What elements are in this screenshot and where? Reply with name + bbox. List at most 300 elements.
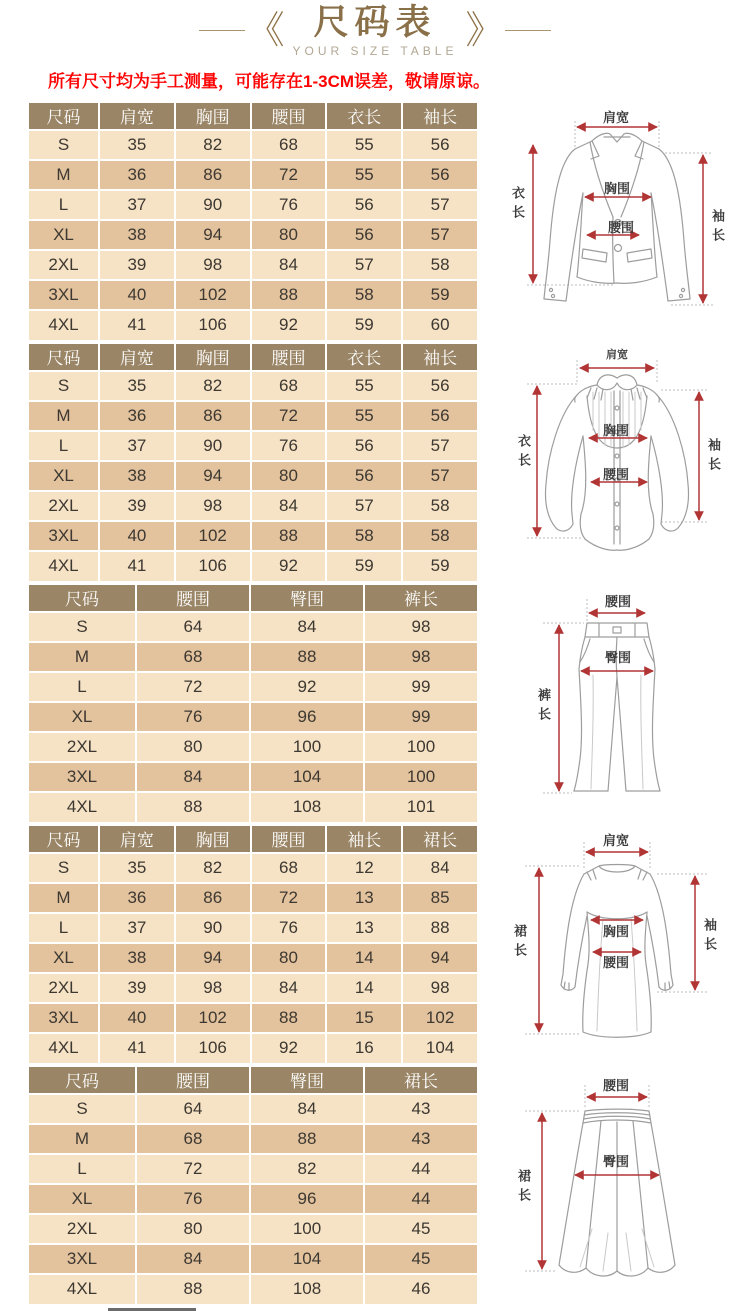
column-header: 胸围: [175, 825, 251, 853]
table-header-row: [28, 1066, 478, 1094]
measurement-cell: 80: [136, 1214, 250, 1244]
garment-length-label: 衣长: [516, 433, 531, 472]
measurement-cell: 104: [250, 1244, 364, 1274]
measurement-cell: 40: [99, 280, 175, 310]
measurement-cell: 86: [175, 401, 251, 431]
measurement-cell: 108: [250, 1274, 364, 1304]
size-table-dress: [27, 824, 479, 1065]
column-header: 衣长: [326, 343, 402, 371]
skirt-figure: [487, 1065, 749, 1306]
table-header-row: [28, 343, 478, 371]
measurement-cell: 76: [251, 431, 327, 461]
table-row: [28, 371, 478, 401]
size-cell: L: [28, 672, 136, 702]
measurement-cell: 14: [326, 943, 402, 973]
size-table-skirt: [27, 1065, 479, 1306]
measurement-cell: 59: [326, 310, 402, 340]
size-cell: M: [28, 883, 99, 913]
measurement-cell: 84: [250, 1094, 364, 1124]
measurement-cell: 80: [251, 943, 327, 973]
ornament-line-right: [505, 30, 551, 31]
pants-length-label: 裤长: [536, 687, 551, 726]
measurement-cell: 100: [364, 762, 478, 792]
title-band: [0, 0, 750, 58]
measurement-cell: 58: [402, 491, 478, 521]
measurement-cell: 68: [136, 1124, 250, 1154]
garment-outline: [559, 1109, 675, 1276]
measurement-arrows: [537, 368, 699, 536]
measurement-cell: 92: [251, 551, 327, 581]
measurement-cell: 37: [99, 431, 175, 461]
table-header-row: [28, 102, 478, 130]
measurement-cell: 100: [250, 732, 364, 762]
table-row: [28, 521, 478, 551]
size-cell: L: [28, 1154, 136, 1184]
column-header: 肩宽: [99, 102, 175, 130]
measurement-cell: 40: [99, 521, 175, 551]
table-row: [28, 280, 478, 310]
measurement-cell: 56: [402, 401, 478, 431]
shoulder-width-label: 肩宽: [606, 348, 628, 361]
table-row: [28, 973, 478, 1003]
table-row: [28, 190, 478, 220]
measurement-cell: 72: [251, 160, 327, 190]
size-cell: 2XL: [28, 1214, 136, 1244]
measurement-cell: 56: [326, 190, 402, 220]
table-header-row: [28, 584, 478, 612]
measurement-cell: 80: [251, 461, 327, 491]
table-row: [28, 762, 478, 792]
measurement-cell: 35: [99, 130, 175, 160]
bust-label: 胸围: [603, 422, 630, 438]
measurement-cell: 41: [99, 551, 175, 581]
measurement-cell: 59: [402, 551, 478, 581]
column-header: 胸围: [175, 343, 251, 371]
size-cell: M: [28, 401, 99, 431]
size-cell: XL: [28, 702, 136, 732]
table-row: [28, 1184, 478, 1214]
table-row: [28, 1244, 478, 1274]
table-row: [28, 913, 478, 943]
measurement-cell: 15: [326, 1003, 402, 1033]
measurement-cell: 84: [250, 612, 364, 642]
size-cell: 4XL: [28, 310, 99, 340]
table-row: [28, 1033, 478, 1063]
blouse-figure: [487, 342, 749, 583]
column-header: 腰围: [136, 1066, 250, 1094]
measurement-cell: 56: [402, 160, 478, 190]
measurement-cell: 57: [402, 461, 478, 491]
measurement-cell: 55: [326, 160, 402, 190]
column-header: 尺码: [28, 1066, 136, 1094]
size-cell: 3XL: [28, 762, 136, 792]
size-cell: S: [28, 853, 99, 883]
measurement-cell: 98: [175, 250, 251, 280]
blazer-figure: [487, 101, 749, 342]
table-row: [28, 853, 478, 883]
measurement-cell: 94: [175, 461, 251, 491]
size-cell: S: [28, 612, 136, 642]
measurement-cell: 37: [99, 913, 175, 943]
measurement-cell: 104: [250, 762, 364, 792]
measurement-cell: 76: [251, 913, 327, 943]
measurement-cell: 88: [251, 521, 327, 551]
measurement-cell: 96: [250, 702, 364, 732]
measurement-cell: 58: [402, 521, 478, 551]
column-header: 腰围: [251, 343, 327, 371]
measurement-cell: 92: [251, 1033, 327, 1063]
measurement-cell: 82: [175, 853, 251, 883]
measurement-cell: 56: [402, 371, 478, 401]
sleeve-length-label: 袖长: [702, 917, 717, 956]
measurement-cell: 84: [136, 1244, 250, 1274]
size-cell: 2XL: [28, 491, 99, 521]
table-row: [28, 642, 478, 672]
column-header: 肩宽: [99, 343, 175, 371]
measurement-cell: 90: [175, 190, 251, 220]
column-header: 尺码: [28, 102, 99, 130]
size-cell: S: [28, 1094, 136, 1124]
measurement-cell: 58: [326, 280, 402, 310]
measurement-cell: 35: [99, 853, 175, 883]
measurement-cell: 45: [364, 1214, 478, 1244]
figures-column: [487, 101, 749, 1306]
skirt-length-label: 裙长: [516, 1168, 531, 1207]
measurement-cell: 92: [251, 310, 327, 340]
measurement-cell: 55: [326, 371, 402, 401]
measurement-cell: 35: [99, 371, 175, 401]
waist-label: 腰围: [605, 593, 632, 609]
measurement-cell: 86: [175, 160, 251, 190]
measurement-cell: 16: [326, 1033, 402, 1063]
left-guillemet-ornament: 《: [246, 9, 285, 52]
measurement-cell: 36: [99, 160, 175, 190]
measurement-cell: 72: [251, 401, 327, 431]
measurement-cell: 37: [99, 190, 175, 220]
size-tables-column: [27, 101, 479, 1306]
column-header: 衣长: [326, 102, 402, 130]
measurement-cell: 58: [402, 250, 478, 280]
garment-outline: [544, 133, 690, 301]
measurement-cell: 88: [402, 913, 478, 943]
waist-label: 腰围: [608, 219, 635, 235]
size-cell: L: [28, 190, 99, 220]
measurement-cell: 108: [250, 792, 364, 822]
measurement-cell: 41: [99, 1033, 175, 1063]
table-row: [28, 160, 478, 190]
measurement-cell: 82: [250, 1154, 364, 1184]
measurement-cell: 68: [251, 853, 327, 883]
column-header: 裙长: [402, 825, 478, 853]
size-table-pants: [27, 583, 479, 824]
measurement-cell: 76: [136, 1184, 250, 1214]
table-row: [28, 1124, 478, 1154]
table-row: [28, 1154, 478, 1184]
measurement-cell: 84: [251, 250, 327, 280]
measurement-cell: 57: [326, 491, 402, 521]
measurement-cell: 14: [326, 973, 402, 1003]
measurement-cell: 12: [326, 853, 402, 883]
measurement-cell: 56: [326, 220, 402, 250]
measurement-cell: 13: [326, 883, 402, 913]
measurement-cell: 80: [251, 220, 327, 250]
dress-figure: [487, 824, 749, 1065]
page-subtitle: YOUR SIZE TABLE: [292, 43, 458, 58]
table-row: [28, 792, 478, 822]
measurement-cell: 59: [402, 280, 478, 310]
content-area: [27, 101, 750, 1306]
column-header: 袖长: [402, 343, 478, 371]
sleeve-length-label: 袖长: [710, 208, 725, 247]
measurement-cell: 102: [175, 280, 251, 310]
column-header: 裙长: [364, 1066, 478, 1094]
table-row: [28, 732, 478, 762]
column-header: 腰围: [251, 825, 327, 853]
table-row: [28, 1274, 478, 1304]
measurement-cell: 100: [250, 1214, 364, 1244]
measurement-cell: 98: [175, 491, 251, 521]
measurement-cell: 88: [251, 1003, 327, 1033]
column-header: 裤长: [364, 584, 478, 612]
table-row: [28, 461, 478, 491]
measurement-cell: 88: [250, 642, 364, 672]
measurement-cell: 86: [175, 883, 251, 913]
measurement-cell: 85: [402, 883, 478, 913]
shoulder-width-label: 肩宽: [603, 832, 630, 848]
measurement-cell: 98: [364, 642, 478, 672]
size-cell: 2XL: [28, 732, 136, 762]
size-cell: XL: [28, 943, 99, 973]
measurement-cell: 90: [175, 431, 251, 461]
column-header: 尺码: [28, 343, 99, 371]
garment-outline: [561, 864, 673, 1037]
measurement-cell: 106: [175, 310, 251, 340]
table-row: [28, 672, 478, 702]
measurement-cell: 38: [99, 943, 175, 973]
measurement-cell: 39: [99, 973, 175, 1003]
size-cell: 2XL: [28, 250, 99, 280]
measurement-cell: 68: [251, 130, 327, 160]
column-header: 袖长: [402, 102, 478, 130]
size-cell: XL: [28, 461, 99, 491]
size-cell: 4XL: [28, 1274, 136, 1304]
measurement-cell: 102: [402, 1003, 478, 1033]
size-table-blazer: [27, 101, 479, 342]
column-header: 袖长: [326, 825, 402, 853]
size-cell: 3XL: [28, 280, 99, 310]
measurement-cell: 94: [402, 943, 478, 973]
measurement-cell: 44: [364, 1154, 478, 1184]
table-row: [28, 491, 478, 521]
table-row: [28, 1003, 478, 1033]
measurement-cell: 43: [364, 1124, 478, 1154]
measurement-cell: 56: [326, 431, 402, 461]
size-cell: M: [28, 160, 99, 190]
measurement-cell: 98: [175, 973, 251, 1003]
waist-label: 腰围: [603, 1077, 630, 1093]
size-cell: XL: [28, 220, 99, 250]
measurement-cell: 38: [99, 461, 175, 491]
measurement-cell: 56: [402, 130, 478, 160]
size-cell: 3XL: [28, 521, 99, 551]
measurement-cell: 59: [326, 551, 402, 581]
measurement-cell: 44: [364, 1184, 478, 1214]
table-row: [28, 310, 478, 340]
measurement-cell: 57: [326, 250, 402, 280]
waist-label: 腰围: [603, 954, 630, 970]
measurement-cell: 84: [251, 973, 327, 1003]
measurement-cell: 57: [402, 220, 478, 250]
measurement-cell: 98: [402, 973, 478, 1003]
measurement-cell: 84: [136, 762, 250, 792]
column-header: 臀围: [250, 584, 364, 612]
right-guillemet-ornament: 》: [465, 9, 504, 52]
measurement-cell: 100: [364, 732, 478, 762]
size-cell: 2XL: [28, 973, 99, 1003]
measurement-cell: 36: [99, 401, 175, 431]
measurement-cell: 104: [402, 1033, 478, 1063]
measurement-cell: 45: [364, 1244, 478, 1274]
measurement-cell: 56: [326, 461, 402, 491]
size-cell: 3XL: [28, 1244, 136, 1274]
table-row: [28, 1214, 478, 1244]
measurement-cell: 94: [175, 943, 251, 973]
garment-length-label: 衣长: [510, 185, 525, 224]
disclaimer-text: 所有尺寸均为手工测量，可能存在1-3CM误差，敬请原谅。: [48, 71, 491, 91]
measurement-cell: 68: [251, 371, 327, 401]
measurement-cell: 76: [251, 190, 327, 220]
table-row: [28, 612, 478, 642]
measurement-cell: 57: [402, 190, 478, 220]
measurement-cell: 96: [250, 1184, 364, 1214]
size-cell: S: [28, 130, 99, 160]
size-cell: M: [28, 1124, 136, 1154]
measurement-cell: 58: [326, 521, 402, 551]
measurement-cell: 39: [99, 250, 175, 280]
pants-illustration: [487, 583, 747, 824]
measurement-cell: 92: [250, 672, 364, 702]
table-row: [28, 130, 478, 160]
measurement-cell: 98: [364, 612, 478, 642]
size-cell: L: [28, 913, 99, 943]
measurement-cell: 82: [175, 130, 251, 160]
measurement-cell: 99: [364, 672, 478, 702]
column-header: 腰围: [251, 102, 327, 130]
shoulder-width-label: 肩宽: [603, 109, 630, 125]
measurement-cell: 88: [136, 792, 250, 822]
table-row: [28, 943, 478, 973]
size-table-blouse: [27, 342, 479, 583]
measurement-cell: 36: [99, 883, 175, 913]
waist-label: 腰围: [603, 466, 630, 482]
size-cell: XL: [28, 1184, 136, 1214]
measurement-cell: 41: [99, 310, 175, 340]
measurement-cell: 84: [251, 491, 327, 521]
table-row: [28, 431, 478, 461]
size-cell: 3XL: [28, 1003, 99, 1033]
size-cell: S: [28, 371, 99, 401]
column-header: 腰围: [136, 584, 250, 612]
measurement-cell: 88: [250, 1124, 364, 1154]
column-header: 尺码: [28, 825, 99, 853]
table-row: [28, 883, 478, 913]
size-cell: M: [28, 642, 136, 672]
measurement-cell: 88: [251, 280, 327, 310]
column-header: 肩宽: [99, 825, 175, 853]
measurement-cell: 64: [136, 1094, 250, 1124]
size-cell: L: [28, 431, 99, 461]
garment-outline: [574, 623, 660, 791]
measurement-cell: 72: [136, 1154, 250, 1184]
measurement-arrows: [539, 852, 695, 1032]
hip-label: 臀围: [603, 1153, 630, 1169]
sleeve-length-label: 袖长: [706, 437, 721, 476]
measurement-cell: 94: [175, 220, 251, 250]
measurement-cell: 88: [136, 1274, 250, 1304]
measurement-cell: 72: [136, 672, 250, 702]
bust-label: 胸围: [603, 923, 630, 939]
measurement-cell: 38: [99, 220, 175, 250]
table-header-row: [28, 825, 478, 853]
measurement-cell: 84: [402, 853, 478, 883]
measurement-cell: 55: [326, 401, 402, 431]
measurement-cell: 76: [136, 702, 250, 732]
column-header: 胸围: [175, 102, 251, 130]
measurement-cell: 68: [136, 642, 250, 672]
measurement-cell: 60: [402, 310, 478, 340]
table-row: [28, 250, 478, 280]
measurement-cell: 55: [326, 130, 402, 160]
measurement-cell: 106: [175, 551, 251, 581]
table-row: [28, 702, 478, 732]
table-row: [28, 551, 478, 581]
measurement-cell: 90: [175, 913, 251, 943]
table-row: [28, 1094, 478, 1124]
table-row: [28, 401, 478, 431]
guide-lines: [527, 360, 709, 538]
measurement-cell: 43: [364, 1094, 478, 1124]
hip-label: 臀围: [605, 649, 632, 665]
title-stack: [287, 4, 464, 58]
guide-lines: [527, 121, 713, 305]
garment-outline: [545, 374, 688, 549]
measurement-cell: 40: [99, 1003, 175, 1033]
page-title: 尺码表: [313, 3, 437, 42]
measurement-cell: 101: [364, 792, 478, 822]
size-cell: 4XL: [28, 551, 99, 581]
measurement-cell: 72: [251, 883, 327, 913]
column-header: 尺码: [28, 584, 136, 612]
skirt-length-label: 裙长: [512, 923, 527, 962]
measurement-cell: 64: [136, 612, 250, 642]
ornament-line-left: [199, 30, 245, 31]
pants-figure: [487, 583, 749, 824]
measurement-cell: 99: [364, 702, 478, 732]
measurement-cell: 39: [99, 491, 175, 521]
size-cell: 4XL: [28, 792, 136, 822]
measurement-cell: 82: [175, 371, 251, 401]
measurement-cell: 80: [136, 732, 250, 762]
measurement-cell: 106: [175, 1033, 251, 1063]
measurement-cell: 57: [402, 431, 478, 461]
measurement-cell: 46: [364, 1274, 478, 1304]
size-cell: 4XL: [28, 1033, 99, 1063]
column-header: 臀围: [250, 1066, 364, 1094]
measurement-cell: 13: [326, 913, 402, 943]
measurement-arrows: [559, 613, 653, 791]
bust-label: 胸围: [604, 180, 631, 196]
table-row: [28, 220, 478, 250]
